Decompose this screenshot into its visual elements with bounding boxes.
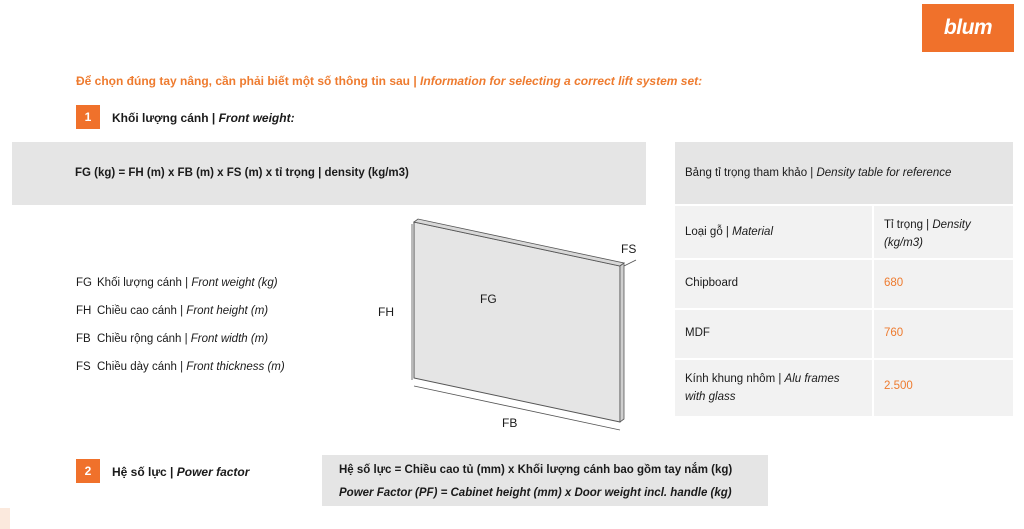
- power-factor-formula-en: Power Factor (PF) = Cabinet height (mm) x Door weight incl. handle (kg): [339, 487, 732, 499]
- density-table-header: [675, 142, 1013, 204]
- corner-decoration: [0, 508, 10, 529]
- formula-text: FG (kg) = FH (m) x FB (m) x FS (m) x tỉ trọng | density (kg/m3): [75, 167, 409, 179]
- section-2-number: 2: [76, 459, 100, 483]
- material-cell: Kính khung nhôm | Alu frames with glass: [685, 373, 840, 403]
- section-1-number: 1: [76, 105, 100, 129]
- density-table-colheads: [675, 204, 1013, 258]
- density-table-title: Bảng tỉ trọng tham khảo | Density table for reference: [685, 167, 952, 179]
- section-2-title: Hệ số lực | Power factor: [112, 465, 250, 479]
- blum-logo: blum: [922, 4, 1014, 52]
- section-1-title: Khối lượng cánh | Front weight:: [112, 111, 295, 125]
- power-factor-box: [322, 455, 768, 506]
- table-row: [675, 358, 1013, 416]
- material-cell: Chipboard: [685, 277, 739, 289]
- fs-label: FS: [621, 242, 637, 256]
- density-cell: 680: [884, 277, 904, 289]
- panel-front-face: [414, 222, 620, 422]
- table-row: [675, 258, 1013, 308]
- legend-fh: FH Chiều cao cánh | Front height (m): [76, 305, 269, 317]
- column-header-density: Tỉ trọng | Density (kg/m3): [884, 219, 971, 249]
- fb-label: FB: [502, 416, 518, 430]
- legend-fs: FS Chiều dày cánh | Front thickness (m): [76, 361, 285, 373]
- column-header-material: Loại gỗ | Material: [685, 226, 774, 238]
- headline: Để chọn đúng tay nâng, cần phải biết một số thông tin sau | Information for selecting a correct lift system set:: [76, 74, 703, 88]
- legend-fb: FB Chiều rộng cánh | Front width (m): [76, 333, 269, 345]
- table-row: [675, 308, 1013, 358]
- material-cell: MDF: [685, 327, 710, 339]
- panel-side-edge: [620, 263, 624, 422]
- fh-label: FH: [378, 305, 394, 319]
- panel-diagram: [370, 210, 650, 440]
- fs-leader-line: [624, 260, 636, 266]
- power-factor-formula-vi: Hệ số lực = Chiều cao tủ (mm) x Khối lượng cánh bao gồm tay nắm (kg): [339, 464, 733, 476]
- formula-box: [12, 142, 646, 205]
- legend-fg: FG Khối lượng cánh | Front weight (kg): [76, 277, 278, 289]
- density-cell: 2.500: [884, 380, 913, 392]
- density-cell: 760: [884, 327, 904, 339]
- density-table: [675, 142, 1013, 416]
- fg-label: FG: [480, 292, 497, 306]
